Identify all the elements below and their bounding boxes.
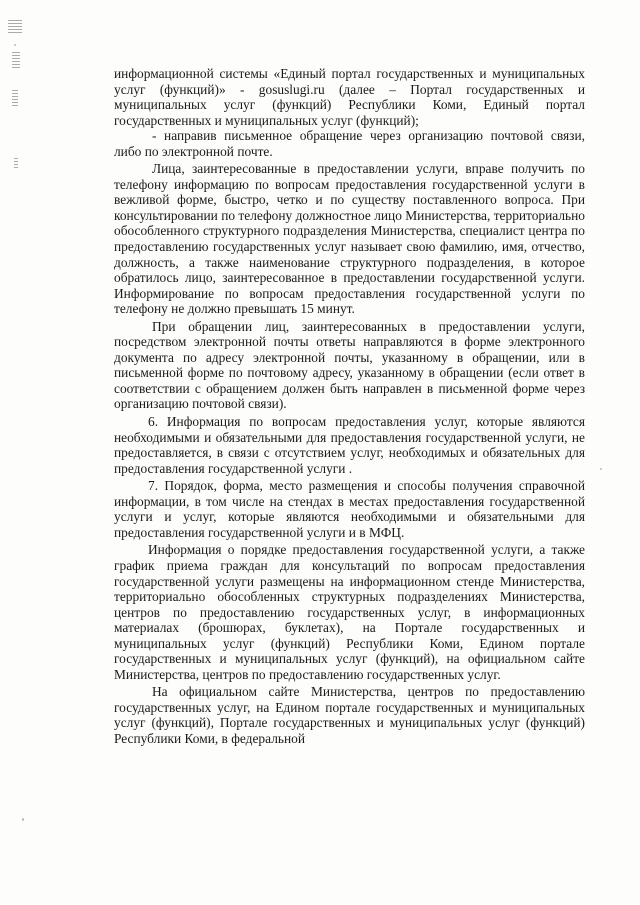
scan-speck [600,468,602,470]
scan-margin-noise [8,20,22,34]
scan-margin-noise [12,52,20,70]
paragraph-portal-info: информационной системы «Единый портал государственных и муниципальных услуг (функций)» - gosuslugi.ru (далее – Портал государственных и муниципальных услуг (функций) Республики Коми, Единый портал государственных и муниципальных услуг (функций); [114,66,585,128]
paragraph-information-placement: Информация о порядке предоставления государственной услуги, а также график приема граждан для консультаций по вопросам предоставления государственной услуги размещены на информационном стенде Министерства, территориально обособленных структурных подразделениях Министерства, центров по предоставлению государственных услуг, в информационных материалах (брошюрах, буклетах), на Портале государственных и муниципальных услуг (функций) Республики Коми, Едином портале государственных и муниципальных услуг (функций), на официальном сайте Министерства, центров по предоставлению государственных услуг. [114,542,585,682]
paragraph-postal-request: - направив письменное обращение через организацию почтовой связи, либо по электронной почте. [114,128,585,159]
scan-speck [22,818,24,821]
scan-margin-noise [12,90,18,106]
paragraph-official-site: На официальном сайте Министерства, центров по предоставлению государственных услуг, на Едином портале государственных и муниципальных услуг (функций), Портале государственных и муниципальных услуг (функций) Республики Коми, в федеральной [114,684,585,746]
document-body [114,66,585,747]
paragraph-email-requests: При обращении лиц, заинтересованных в предоставлении услуги, посредством электронной почты ответы направляются в форме электронного документа по адресу электронной почты, указанному в обращении, или в письменной форме по почтовому адресу, указанному в обращении (если ответ в соответствии с обращением должен быть направлен в письменной форме через организацию почтовой связи). [114,318,585,412]
scan-speck [14,44,16,46]
paragraph-phone-consultation: Лица, заинтересованные в предоставлении услуги, вправе получить по телефону информацию по вопросам предоставления государственной услуги в вежливой форме, быстро, четко и по существу поставленного вопроса. При консультировании по телефону должностное лицо Министерства, территориально обособленного структурного подразделения Министерства, специалист центра по предоставлению государственных услуг называет свою фамилию, имя, отчество, должность, а также наименование структурного подразделения, в которое обратилось лицо, заинтересованное в предоставлении государственной услуги. Информирование по вопросам предоставления государственной услуги по телефону не должно превышать 15 минут. [114,161,585,317]
paragraph-item-6: 6. Информация по вопросам предоставления услуг, которые являются необходимыми и обязательными для предоставления государственной услуги, не предоставляется, в связи с отсутствием услуг, необходимых и обязательных для предоставления государственной услуги . [114,414,585,476]
paragraph-item-7: 7. Порядок, форма, место размещения и способы получения справочной информации, в том числе на стендах в местах предоставления государственной услуги и услуг, которые являются необходимыми и обязательными для предоставления государственной услуги и в МФЦ. [114,478,585,540]
scan-margin-noise [14,158,18,168]
